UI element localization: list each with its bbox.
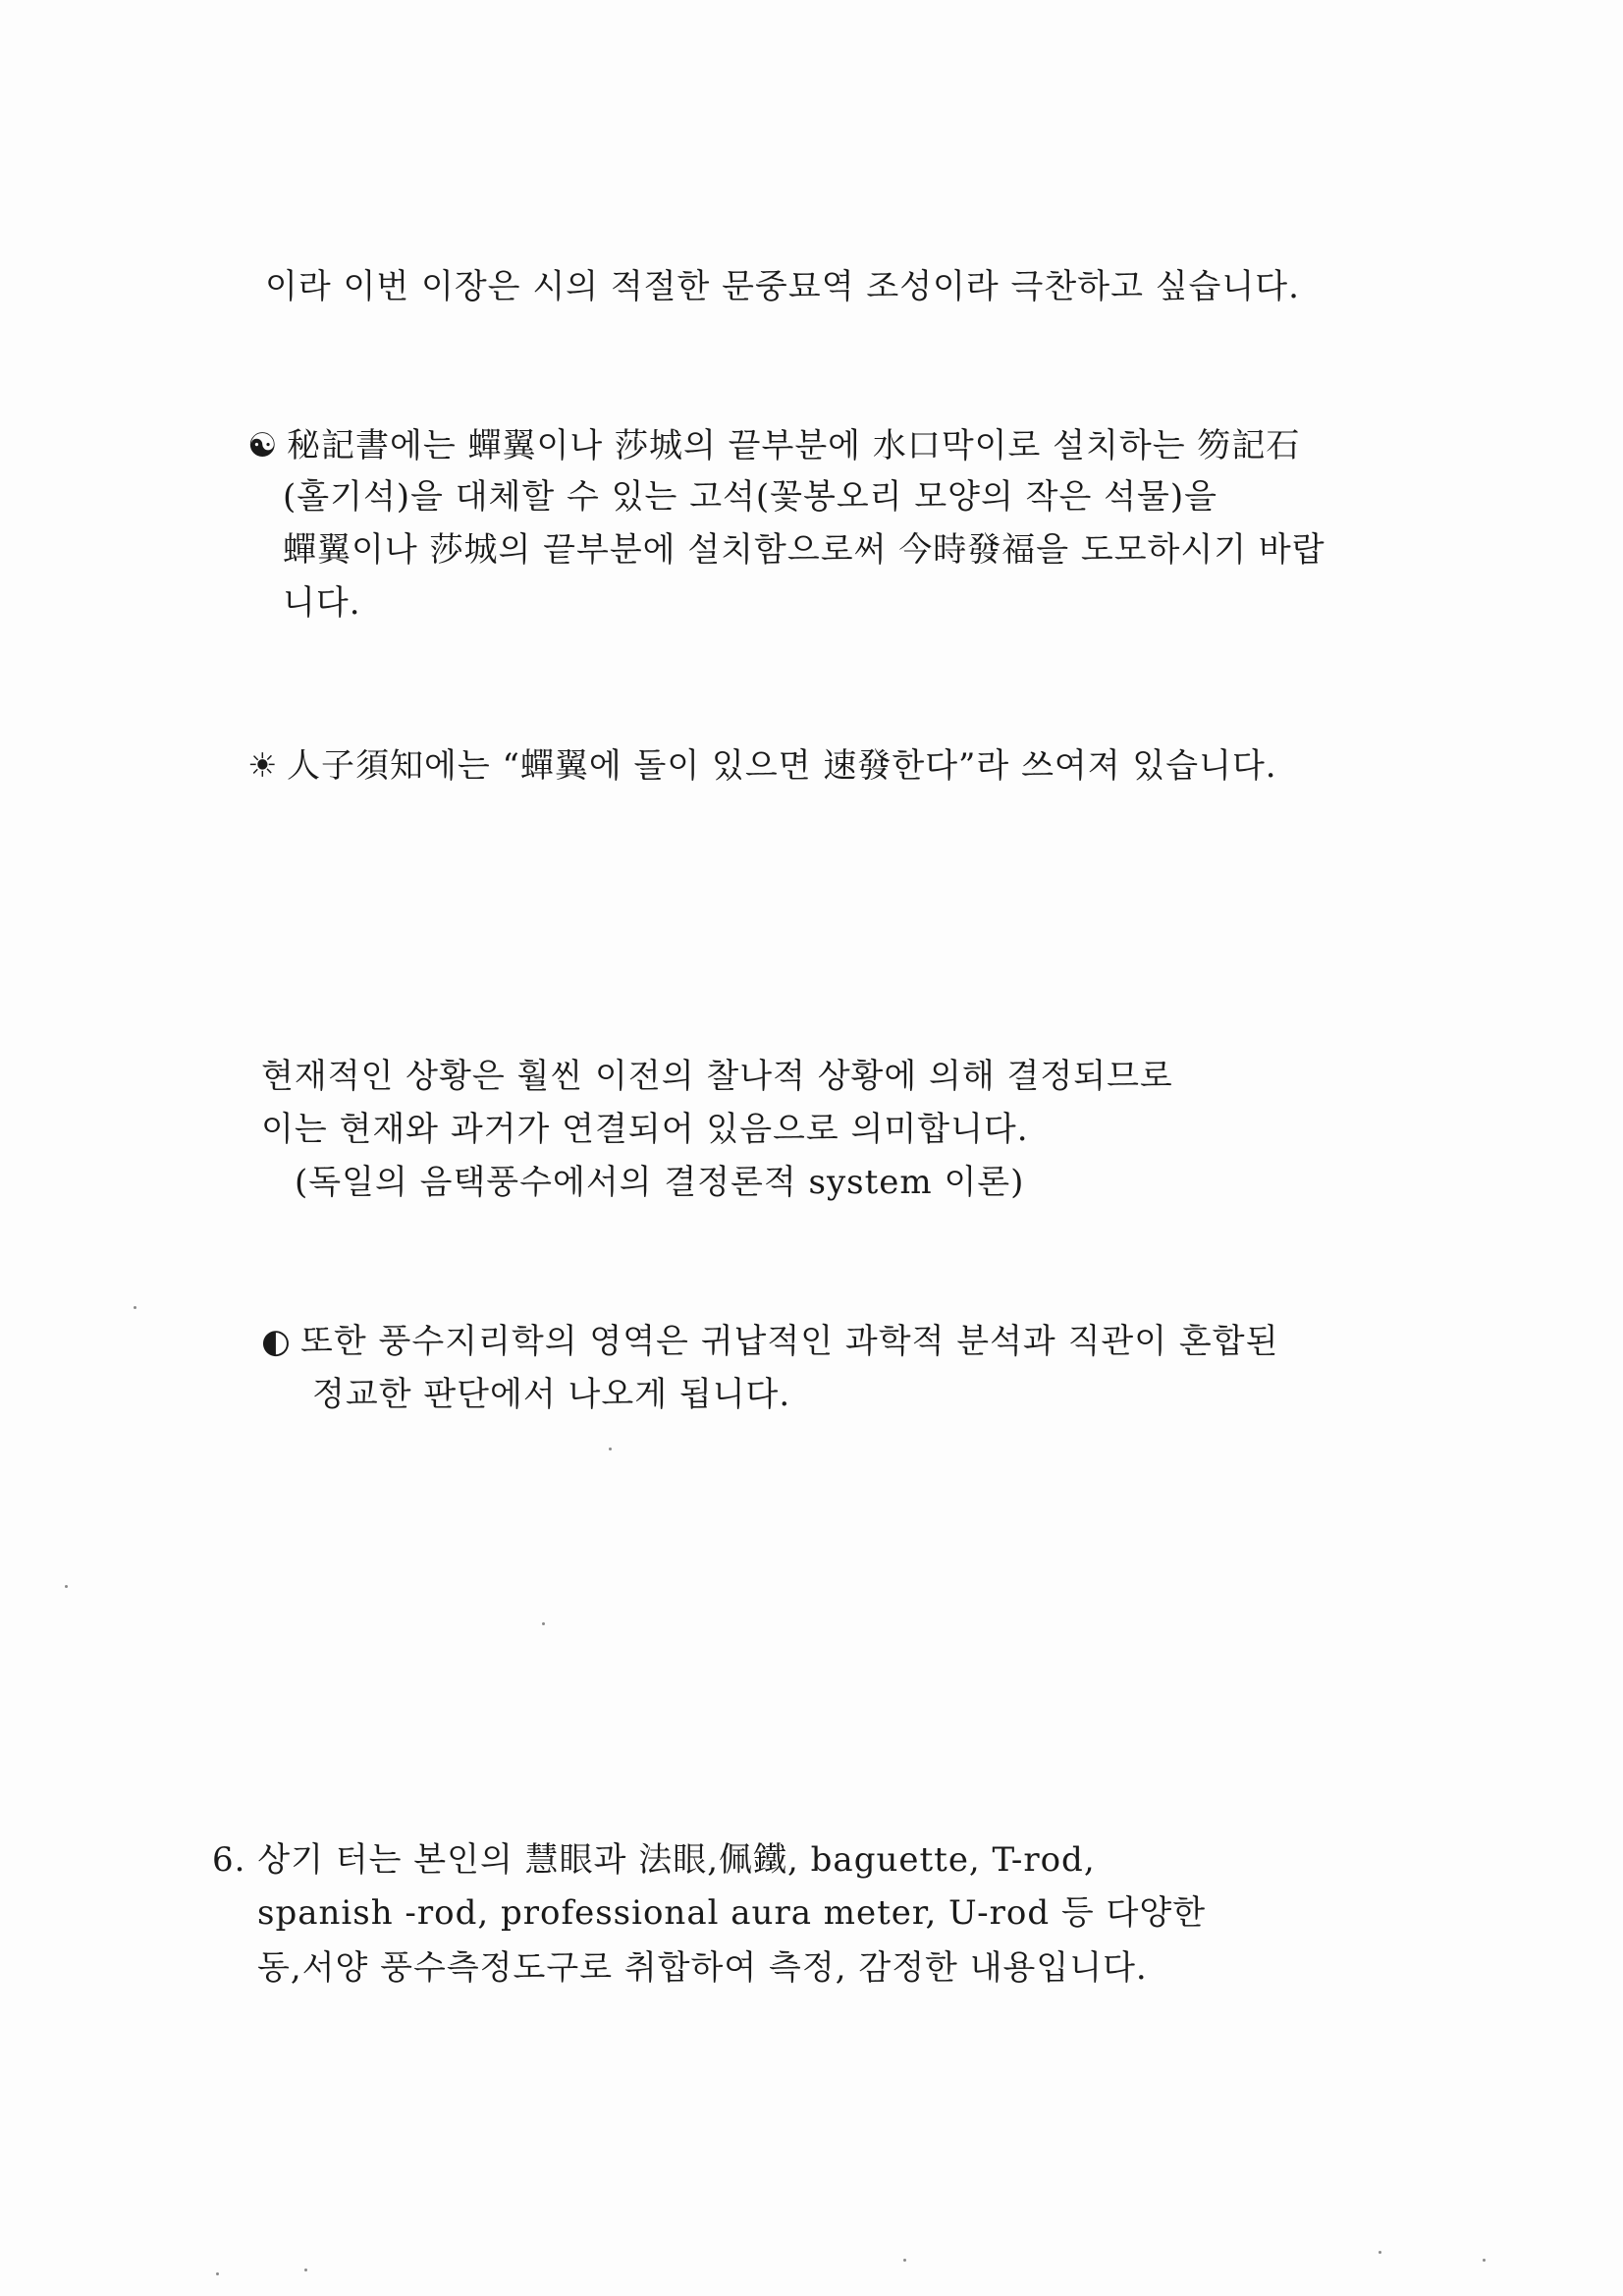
note-fengshui-domain-text-1: 또한 풍수지리학의 영역은 귀납적인 과학적 분석과 직관이 혼합된 (300, 1322, 1279, 1361)
note-secret-book-line-1 (247, 424, 1300, 467)
paragraph-determinism-line-2: 이는 현재와 과거가 연결되어 있음으로 의미합니다. (261, 1110, 1029, 1149)
scan-speck (903, 2259, 906, 2262)
scan-speck (609, 1448, 612, 1450)
sun-icon: ☀ (247, 746, 279, 786)
item-6-line-1 (212, 1838, 1096, 1882)
scan-speck (542, 1622, 545, 1625)
scan-speck (65, 1585, 68, 1588)
scan-speck (1379, 2251, 1381, 2254)
item-6-number: 6. (212, 1840, 246, 1880)
paragraph-determinism-line-1: 현재적인 상황은 훨씬 이전의 찰나적 상황에 의해 결정되므로 (261, 1057, 1173, 1096)
note-secret-book-line-2: (홀기석)을 대체할 수 있는 고석(꽃봉오리 모양의 작은 석물)을 (283, 477, 1217, 517)
yin-yang-icon: ☯ (247, 426, 279, 465)
note-fengshui-domain-line-2: 정교한 판단에서 나오게 됩니다. (312, 1375, 791, 1414)
note-inja-sujee-text-1: 人子須知에는 “蟬翼에 돌이 있으면 速發한다”라 쓰여져 있습니다. (287, 746, 1277, 786)
scan-speck (134, 1306, 136, 1309)
paragraph-determinism-line-3: (독일의 음택풍수에서의 결정론적 system 이론) (295, 1163, 1025, 1202)
half-circle-icon: ◐ (261, 1322, 292, 1361)
note-secret-book-line-3: 蟬翼이나 莎城의 끝부분에 설치함으로써 今時發福을 도모하시기 바랍 (283, 530, 1325, 570)
item-6-line-2: spanish -rod, professional aura meter, U-rod 등 다양한 (257, 1893, 1207, 1933)
note-inja-sujee-line-1 (247, 744, 1277, 788)
paragraph-1-line-1: 이라 이번 이장은 시의 적절한 문중묘역 조성이라 극찬하고 싶습니다. (265, 267, 1300, 306)
note-fengshui-domain-line-1 (261, 1320, 1278, 1363)
note-secret-book-text-1: 秘記書에는 蟬翼이나 莎城의 끝부분에 水口막이로 설치하는 笏記石 (287, 426, 1301, 465)
scan-speck (1483, 2259, 1486, 2262)
note-secret-book-line-4: 니다. (283, 583, 361, 623)
item-6-line-3: 동,서양 풍수측정도구로 취합하여 측정, 감정한 내용입니다. (257, 1948, 1148, 1988)
item-6-text-1: 상기 터는 본인의 慧眼과 法眼,佩鐵, baguette, T-rod, (257, 1840, 1096, 1880)
scan-speck (304, 2269, 307, 2271)
scan-speck (216, 2272, 219, 2275)
